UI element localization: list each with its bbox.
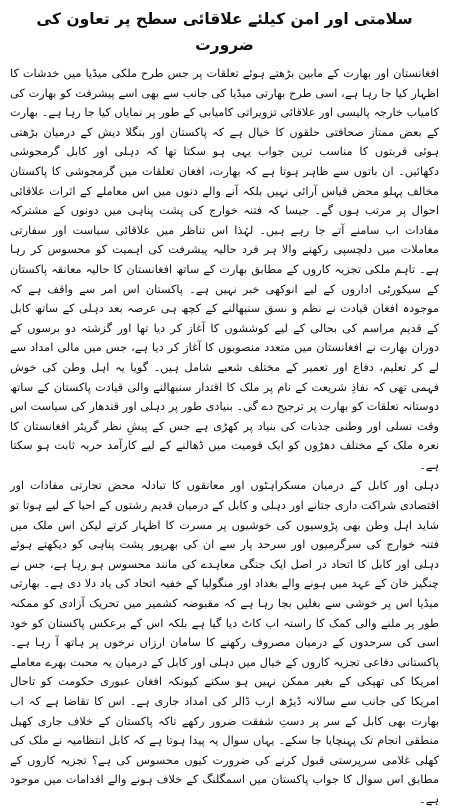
paragraph-2: دہلی اور کابل کے درمیان مسکراہٹوں اور معانقوں کا تبادلہ محض تجارتی مفادات اور اقتصادی شراکت داری جتانے اور دہلی و کابل کے درمیان قدیم رشتوں کے احیا کے لیے ہوتا تو شاید اہل وطن بھی پڑوسیوں کی خوشیوں پر مسرت کا اظہار کرتے لیکن اس ملک میں فتنہ خوارج کی سرگرمیوں اور سرحد پار سے ان کی بھرپور پشت پناہی کو دیکھتے ہوئے دہلی اور کابل کا اتحاد در اصل ایک جنگی معاہدے کی مانند محسوس ہو رہا ہے، جس نے چنگیز خان کے عہد میں ہونے والے بغداد اور منگولیا کے خفیہ اتحاد کی یاد دلا دی ہے۔ بھارتی میڈیا اس پر خوشی سے بغلیں بجا رہا ہے کہ مقبوضہ کشمیر میں تحریک آزادی کو ممکنہ طور پر ملنے والی کمک کا راستہ اب کاٹ دیا گیا ہے بلکہ اس کے برعکس پاکستان کو خود اسی کی سرحدوں کے درمیان مصروف رکھنے کا سامان ارزاں نرخوں پر ہاتھ آ رہا ہے۔ پاکستانی دفاعی تجزیہ کاروں کے خیال میں دہلی اور کابل کے درمیان یہ محبت بھرے معاملے امریکا کی تھپکی کے بغیر ممکن نہیں ہو سکتے کیونکہ افغان عبوری حکومت کو تاحال امریکا کی جانب سے سالانہ ڈیڑھ ارب ڈالر کی امداد جاری ہے۔ اس کا تقاضا ہے کہ اب بھارت بھی کابل کے سر پر دستِ شفقت ضرور رکھے تاکہ پاکستان کے خلاف جاری کھیل منطقی انجام تک پہنچایا جا سکے۔ یہاں سوال یہ پیدا ہوتا ہے کہ کابل انتظامیہ نے ملک کی کھلی غلامی سرپرستی قبول کرنے کی ضرورت کیوں محسوس کی ہے؟ تجزیہ کاروں کے مطابق اس سوال کا جواب پاکستان میں اسمگلنگ کے خلاف ہونے والے اقدامات میں موجود ہے۔ [10,479,439,806]
headline: سلامتی اور امن کیلئے علاقائی سطح پر تعاون کی ضرورت [36,10,413,54]
article-body [10,64,439,810]
paragraph-1: افغانستان اور بھارت کے مابین بڑھتے ہوئے تعلقات پر جس طرح ملکی میڈیا میں خدشات کا اظہار کیا جا رہا ہے، اسی طرح بھارتی میڈیا کی جانب سے بھی اسے پیشرفت کو بھارت کی کامیاب خارجہ پالیسی اور علاقائی تزویراتی کامیابی کے طور پر نمایاں کیا جا رہا ہے۔ بھارت کے بعض ممتاز صحافتی حلقوں کا خیال ہے کہ پاکستان اور بنگلا دیش کے درمیان بڑھتی ہوئی قربتوں کا مناسب ترین جواب یہی ہو سکتا تھا کہ دہلی اور کابل گرمجوشی دکھائیں۔ ان باتوں سے ظاہر ہوتا ہے کہ بھارت، افغان تعلقات میں گرمجوشی کا پاکستان مخالف پہلو محض قیاس آرائی نہیں بلکہ آنے والے دنوں میں اس معاملے کے اثرات علاقائی احوال پر مرتب ہوں گے۔ جیسا کہ فتنہ خوارج کی پشت پناہی میں دونوں کے مشترکہ مفادات اب سامنے آتے جا رہے ہیں۔ لہٰذا اس تناظر میں علاقائی سیاست اور سفارتی معاملات میں دلچسپی رکھنے والا ہر فرد حالیہ پیشرفت کی اہمیت کو محسوس کر رہا ہے۔ تاہم ملکی تجزیہ کاروں کے مطابق بھارت کے ساتھ افغانستان کا حالیہ معانقہ پاکستان کے سیکورٹی اداروں کے لیے انوکھی خبر نہیں ہے۔ پاکستان اس امر سے واقف ہے کہ موجودہ افغان قیادت نے نظم و نسق سنبھالنے کے کچھ ہی عرصہ بعد دہلی کے ساتھ کابل کے قدیم مراسم کی بحالی کے لیے کوششوں کا آغاز کر دیا تھا اور گزشتہ دو برسوں کے دوران بھارت نے افغانستان میں متعدد منصوبوں کا آغاز کر دیا ہے، جس میں مالی امداد سے لے کر تعلیم، دفاع اور تعمیر کے مختلف شعبے شامل ہیں۔ گویا یہ اہل وطن کی خوش فہمی تھی کہ نفاذِ شریعت کے نام پر ملک کا اقتدار سنبھالنے والی قیادت پاکستان کے ساتھ دوستانہ تعلقات کو بھارت پر ترجیح دے گی۔ بنیادی طور پر دہلی اور قندھار کی سیاست اس وقت نسلی اور وطنی جذبات کی بنیاد پر کھڑی ہے جس کے پیشِ نظر گریٹر افغانستان کا نعرہ ملک کے مختلف دھڑوں کو ایک قومیت میں ڈھالنے کے لیے کارآمد حربہ ثابت ہو سکتا ہے۔ [10,67,439,472]
